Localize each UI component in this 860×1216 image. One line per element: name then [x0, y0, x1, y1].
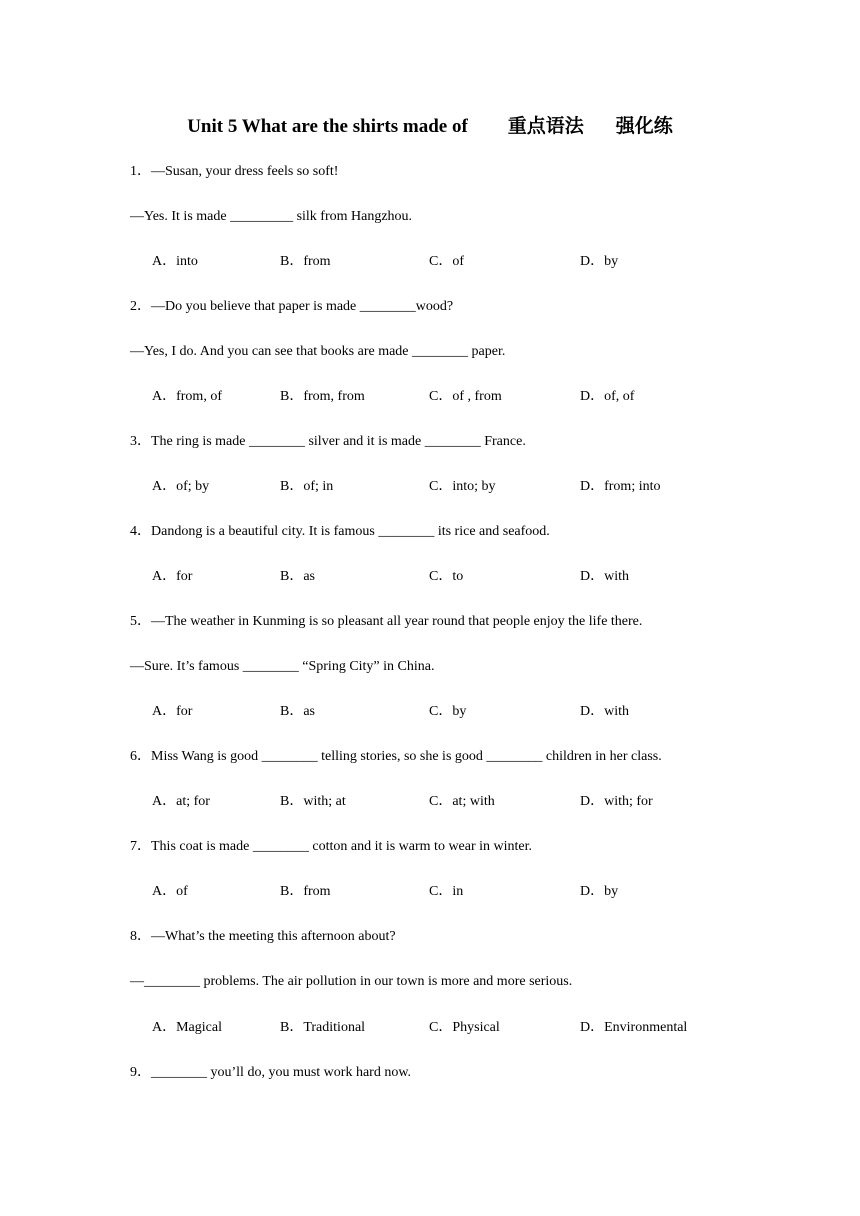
- option-a[interactable]: A．from, of: [152, 389, 222, 404]
- option-c[interactable]: C．at; with: [429, 794, 495, 809]
- option-d[interactable]: D．with: [580, 569, 629, 584]
- option-c[interactable]: C．of , from: [429, 389, 502, 404]
- question-2-stem: 2．—Do you believe that paper is made ________wood?: [130, 299, 454, 314]
- option-b[interactable]: B．of; in: [280, 479, 334, 494]
- question-6-options: [152, 792, 772, 812]
- question-9-stem: 9．________ you’ll do, you must work hard now.: [130, 1065, 412, 1080]
- question-5-stem: 5．—The weather in Kunming is so pleasant all year round that people enjoy the life there.: [130, 614, 643, 629]
- option-d[interactable]: D．with; for: [580, 794, 653, 809]
- option-b[interactable]: B．from: [280, 884, 331, 899]
- question-3-options: [152, 477, 772, 497]
- option-b[interactable]: B．as: [280, 569, 315, 584]
- option-a[interactable]: A．Magical: [152, 1020, 222, 1035]
- option-c[interactable]: C．to: [429, 569, 464, 584]
- question-2-stem-line2: —Yes, I do. And you can see that books are made ________ paper.: [130, 344, 506, 359]
- option-d[interactable]: D．of, of: [580, 389, 635, 404]
- option-b[interactable]: B．Traditional: [280, 1020, 366, 1035]
- option-b[interactable]: B．with; at: [280, 794, 346, 809]
- option-d[interactable]: D．from; into: [580, 479, 661, 494]
- question-2-options: [152, 387, 772, 407]
- option-c[interactable]: C．by: [429, 704, 467, 719]
- question-5-stem-line2: —Sure. It’s famous ________ “Spring City” in China.: [130, 659, 435, 674]
- option-a[interactable]: A．for: [152, 569, 193, 584]
- option-d[interactable]: D．by: [580, 884, 619, 899]
- question-6-stem: 6．Miss Wang is good ________ telling stories, so she is good ________ children in her class.: [130, 749, 662, 764]
- option-b[interactable]: B．from: [280, 254, 331, 269]
- question-3-stem: 3．The ring is made ________ silver and it is made ________ France.: [130, 434, 526, 449]
- question-8-stem-line2: —________ problems. The air pollution in our town is more and more serious.: [130, 974, 573, 989]
- option-a[interactable]: A．into: [152, 254, 198, 269]
- question-4-options: [152, 567, 772, 587]
- question-1-stem-line2: —Yes. It is made _________ silk from Hangzhou.: [130, 209, 413, 224]
- option-c[interactable]: C．Physical: [429, 1020, 500, 1035]
- question-5-options: [152, 702, 772, 722]
- option-a[interactable]: A．for: [152, 704, 193, 719]
- title-chinese-grammar: 重点语法: [507, 116, 584, 137]
- option-b[interactable]: B．as: [280, 704, 315, 719]
- page-title: [0, 112, 860, 142]
- option-c[interactable]: C．in: [429, 884, 464, 899]
- question-7-options: [152, 882, 772, 902]
- option-a[interactable]: A．of; by: [152, 479, 210, 494]
- option-a[interactable]: A．of: [152, 884, 188, 899]
- question-8-options: [152, 1018, 772, 1038]
- question-8-stem: 8．—What’s the meeting this afternoon about?: [130, 929, 396, 944]
- option-b[interactable]: B．from, from: [280, 389, 365, 404]
- option-a[interactable]: A．at; for: [152, 794, 210, 809]
- option-c[interactable]: C．of: [429, 254, 464, 269]
- question-1-stem: 1．—Susan, your dress feels so soft!: [130, 164, 339, 179]
- option-d[interactable]: D．Environmental: [580, 1020, 688, 1035]
- question-4-stem: 4．Dandong is a beautiful city. It is famous ________ its rice and seafood.: [130, 524, 550, 539]
- option-c[interactable]: C．into; by: [429, 479, 496, 494]
- title-english: Unit 5 What are the shirts made of: [187, 116, 468, 137]
- option-d[interactable]: D．by: [580, 254, 619, 269]
- title-chinese-practice: 强化练: [615, 116, 673, 137]
- question-7-stem: 7．This coat is made ________ cotton and it is warm to wear in winter.: [130, 839, 533, 854]
- option-d[interactable]: D．with: [580, 704, 629, 719]
- question-1-options: [152, 252, 772, 272]
